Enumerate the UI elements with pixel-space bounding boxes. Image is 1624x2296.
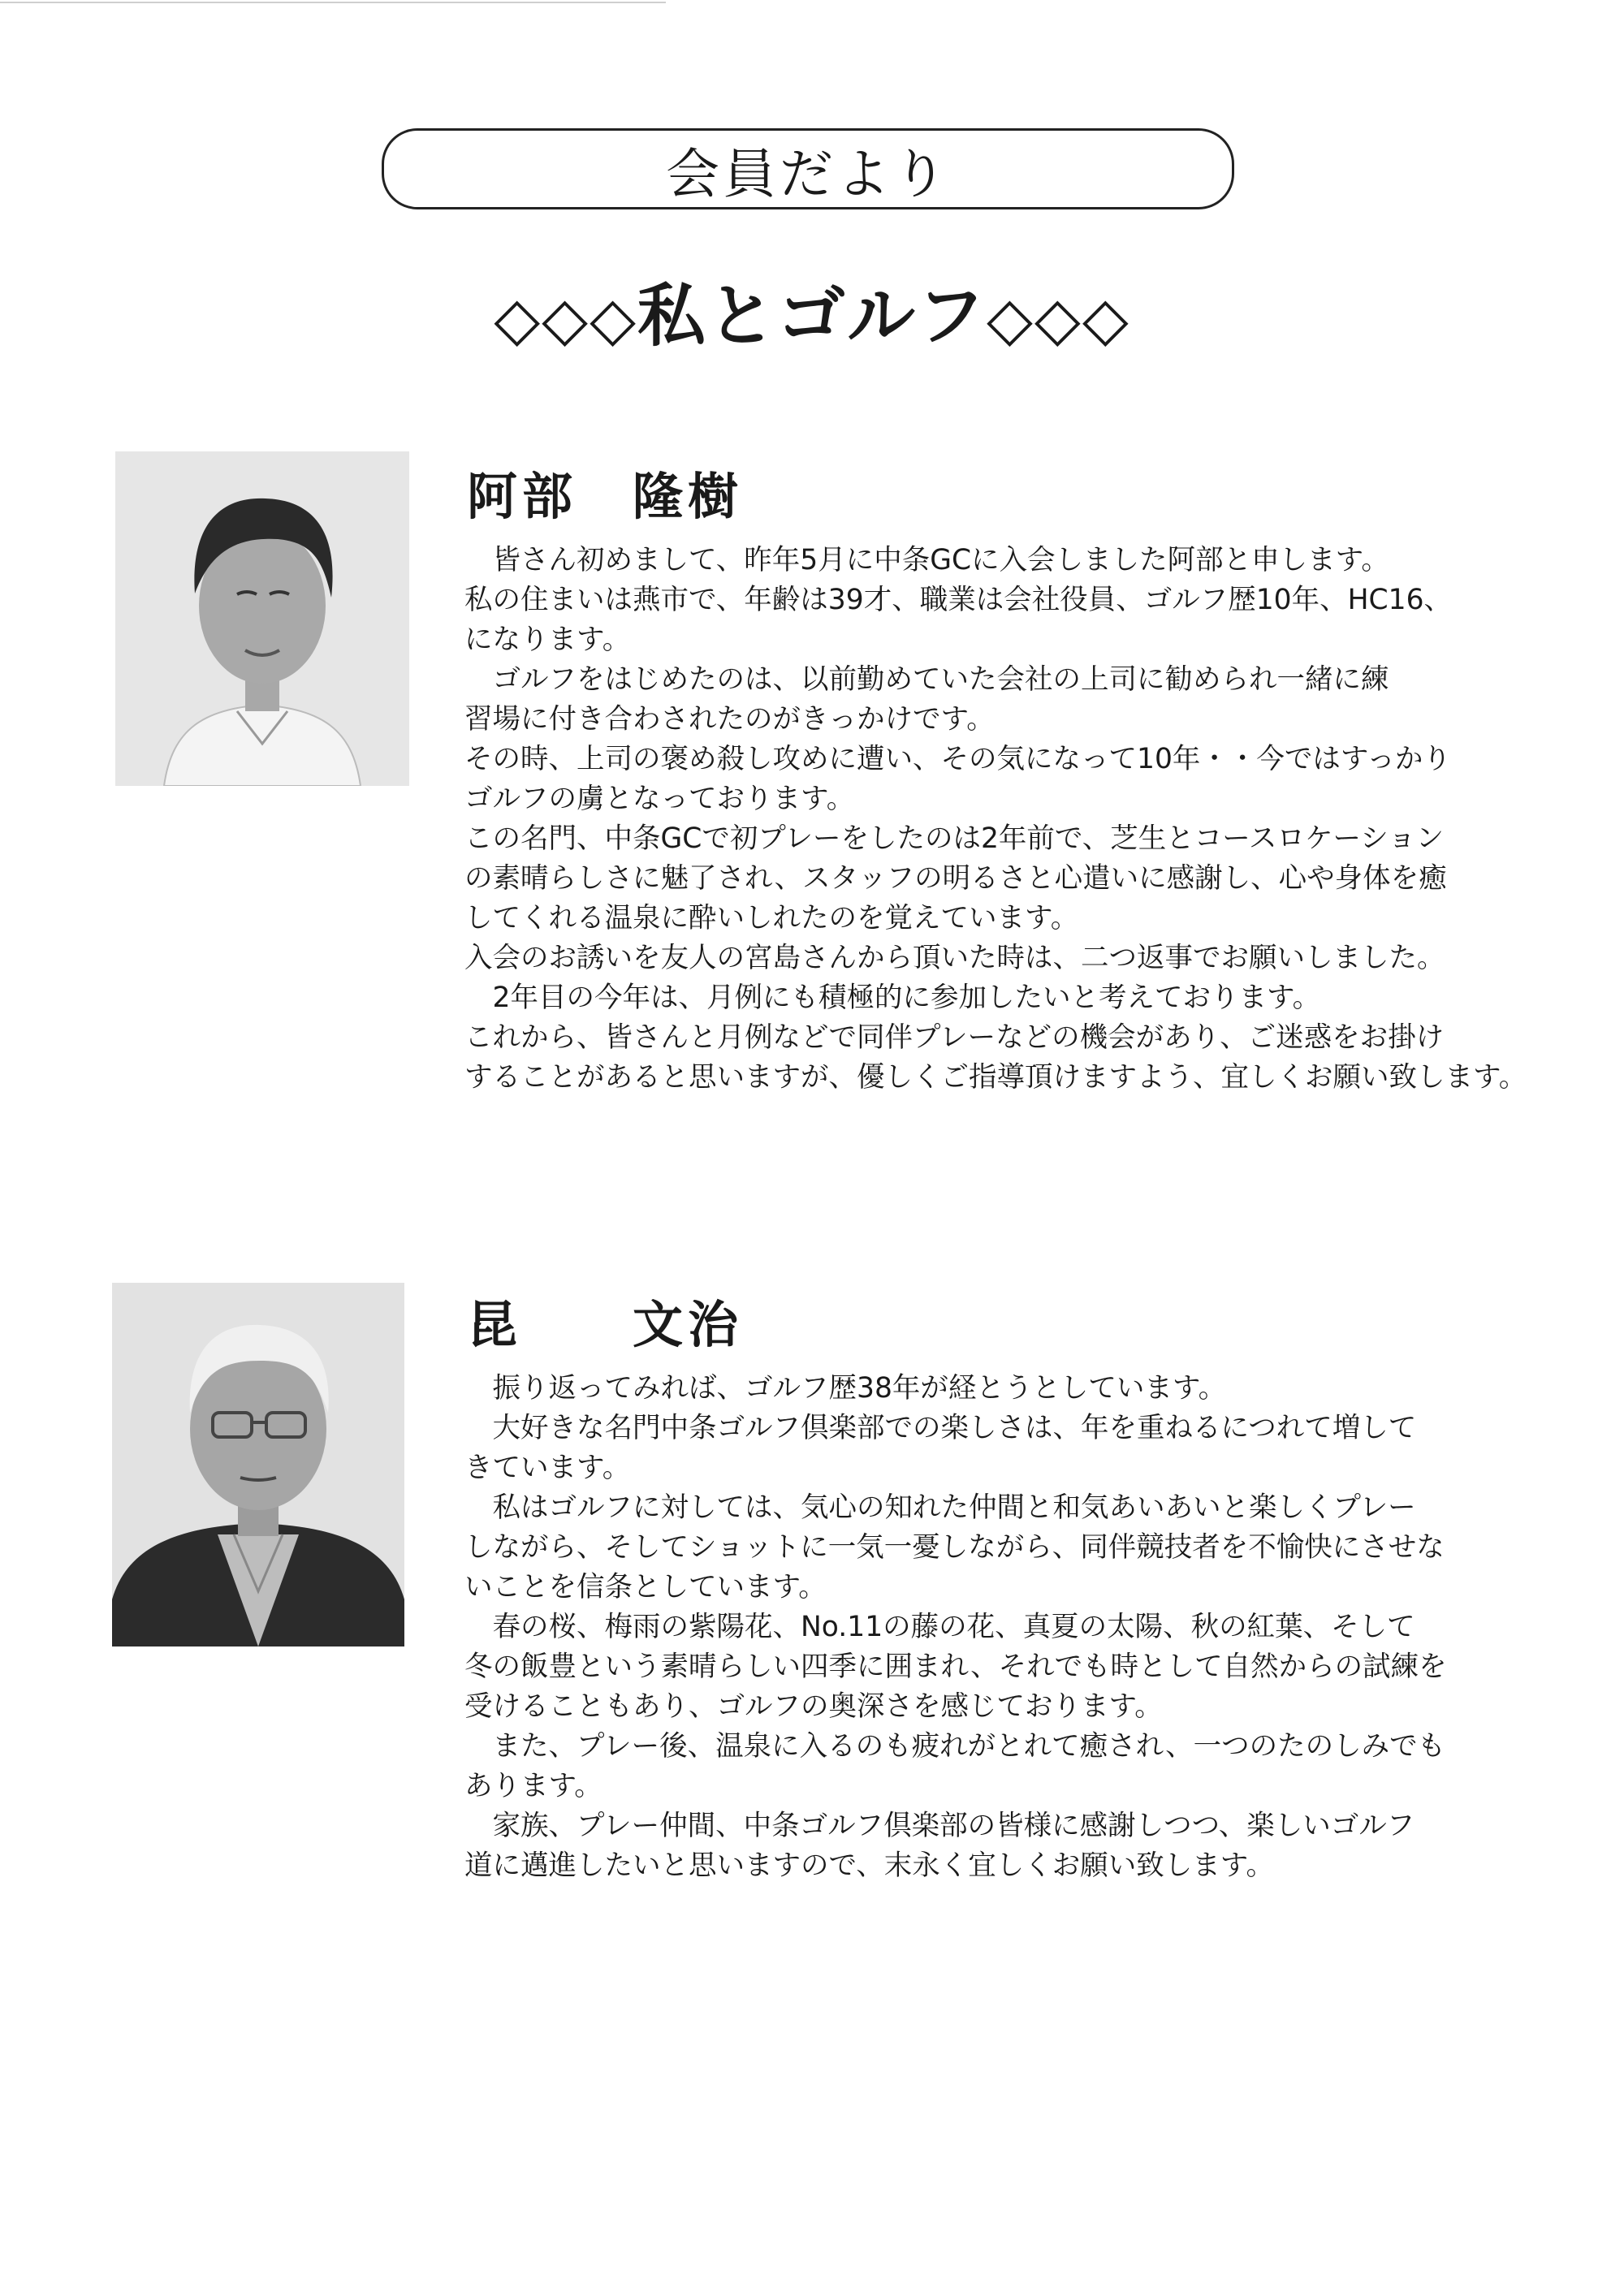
text-line: してくれる温泉に酔いしれたのを覚えています。 xyxy=(464,902,1079,934)
diamond-decoration-left: ◇◇◇ xyxy=(494,284,637,354)
text-line: 春の桜、梅雨の紫陽花、No.11の藤の花、真夏の太陽、秋の紅葉、そして xyxy=(464,1611,1415,1643)
section-title: 会員だより xyxy=(666,142,950,205)
text-line: することがあると思いますが、優しくご指導頂けますよう、宜しくお願い致します。 xyxy=(464,1061,1527,1094)
diamond-decoration-right: ◇◇◇ xyxy=(987,284,1130,354)
member-name: 阿部 隆樹 xyxy=(467,467,744,526)
subtitle-text: 私とゴルフ xyxy=(637,276,987,356)
text-line: この名門、中条GCで初プレーをしたのは2年前で、芝生とコースロケーション xyxy=(464,822,1445,855)
text-line: これから、皆さんと月例などで同伴プレーなどの機会があり、ご迷惑をお掛け xyxy=(464,1021,1445,1054)
text-line: いことを信条としています。 xyxy=(464,1571,827,1603)
portrait-icon xyxy=(112,1283,404,1646)
text-line: 受けることもあり、ゴルフの奥深さを感じております。 xyxy=(464,1690,1163,1723)
portrait-icon xyxy=(115,451,409,786)
text-line: 私の住まいは燕市で、年齢は39才、職業は会社役員、ゴルフ歴10年、HC16、 xyxy=(464,584,1453,616)
text-line: ゴルフをはじめたのは、以前勤めていた会社の上司に勧められ一緒に練 xyxy=(464,663,1389,696)
text-line: また、プレー後、温泉に入るのも疲れがとれて癒され、一つのたのしみでも xyxy=(464,1730,1446,1763)
text-line: 大好きな名門中条ゴルフ倶楽部での楽しさは、年を重ねるにつれて増して xyxy=(464,1412,1417,1444)
member-message xyxy=(464,541,1527,1098)
text-line: 私はゴルフに対しては、気心の知れた仲間と和気あいあいと楽しくプレー xyxy=(464,1491,1416,1524)
text-line: あります。 xyxy=(464,1770,603,1802)
text-line: 入会のお誘いを友人の宮島さんから頂いた時は、二つ返事でお願いしました。 xyxy=(464,942,1445,974)
text-line: 道に邁進したいと思いますので、末永く宜しくお願い致します。 xyxy=(464,1849,1275,1882)
text-line: 2年目の今年は、月例にも積極的に参加したいと考えております。 xyxy=(464,982,1321,1014)
text-line: ゴルフの虜となっております。 xyxy=(464,783,855,815)
page-subtitle xyxy=(0,261,1624,360)
text-line: 振り返ってみれば、ゴルフ歴38年が経とうとしています。 xyxy=(464,1372,1227,1405)
member-photo xyxy=(112,1283,404,1646)
text-line: 家族、プレー仲間、中条ゴルフ倶楽部の皆様に感謝しつつ、楽しいゴルフ xyxy=(464,1810,1415,1842)
member-name: 昆 文治 xyxy=(467,1295,744,1354)
section-header-box xyxy=(382,128,1234,209)
text-line: その時、上司の褒め殺し攻めに遭い、その気になって10年・・今ではすっかり xyxy=(464,743,1451,775)
member-message xyxy=(464,1369,1447,1886)
text-line: 習場に付き合わされたのがきっかけです。 xyxy=(464,703,995,736)
text-line: 冬の飯豊という素晴らしい四季に囲まれ、それでも時として自然からの試練を xyxy=(464,1651,1447,1683)
top-rule xyxy=(0,2,666,3)
text-line: しながら、そしてショットに一気一憂しながら、同伴競技者を不愉快にさせな xyxy=(464,1531,1445,1564)
text-line: きています。 xyxy=(464,1452,631,1484)
text-line: 皆さん初めまして、昨年5月に中条GCに入会しました阿部と申します。 xyxy=(464,544,1389,576)
text-line: の素晴らしさに魅了され、スタッフの明るさと心遣いに感謝し、心や身体を癒 xyxy=(464,862,1447,895)
member-photo xyxy=(115,451,409,786)
text-line: になります。 xyxy=(464,624,631,656)
